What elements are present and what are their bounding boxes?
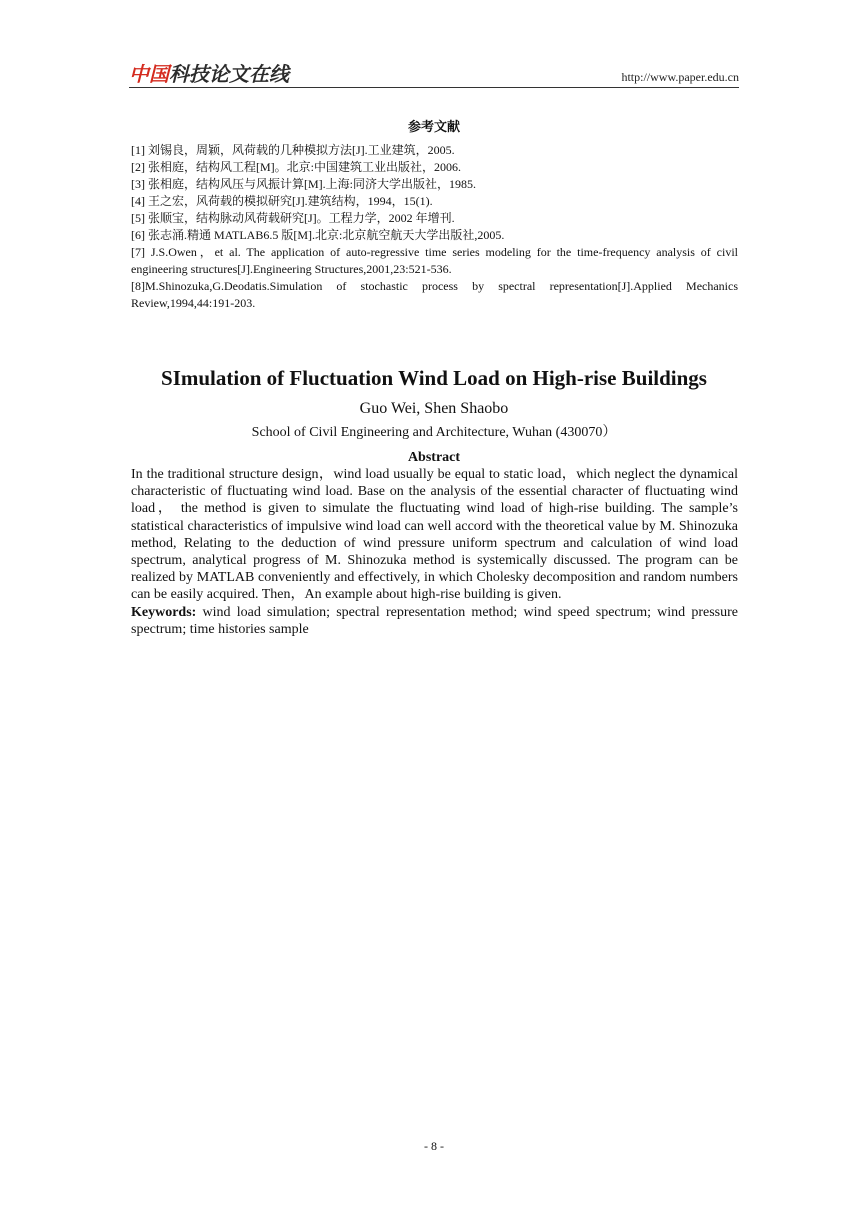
- paper-affiliation: School of Civil Engineering and Architecture, Wuhan (430070）: [251, 425, 617, 440]
- reference-item: [8]M.Shinozuka,G.Deodatis.Simulation of stochastic process by spectral representation[J].Applied Mechanics Review,1994,44:191-203.: [131, 279, 738, 310]
- abstract-body: [131, 466, 738, 638]
- reference-item: [2] 张相庭，结构风工程[M]。北京:中国建筑工业出版社，2006.: [131, 160, 461, 174]
- logo-text-dark: 科技论文在线: [169, 62, 289, 86]
- keywords-text: wind load simulation; spectral representation method; wind speed spectrum; wind pressure spectrum; time histories sample: [131, 604, 739, 637]
- paper-authors: Guo Wei, Shen Shaobo: [359, 400, 509, 417]
- references-list: [131, 142, 738, 312]
- reference-item: [1] 刘锡良，周颖，风荷载的几种模拟方法[J].工业建筑，2005.: [131, 143, 455, 157]
- reference-item: [4] 王之宏，风荷载的模拟研究[J].建筑结构，1994，15(1).: [131, 194, 433, 208]
- header-rule: [129, 87, 739, 88]
- paper-title: SImulation of Fluctuation Wind Load on High-rise Buildings: [161, 366, 707, 390]
- site-logo: [129, 60, 289, 88]
- logo-text-red: 中国: [129, 62, 169, 86]
- reference-item: [3] 张相庭，结构风压与风振计算[M].上海:同济大学出版社，1985.: [131, 177, 476, 191]
- page-header: [129, 60, 739, 88]
- keywords-label: Keywords:: [131, 604, 197, 620]
- abstract-title: Abstract: [407, 450, 461, 465]
- page-number: - 8 -: [424, 1139, 444, 1153]
- keywords: [131, 604, 738, 638]
- reference-item: [7] J.S.Owen，et al. The application of auto-regressive time series modeling for the time-frequency analysis of civil engineering structures[J].Engineering Structures,2001,23:521-536.: [131, 245, 738, 276]
- header-url[interactable]: http://www.paper.edu.cn: [621, 70, 739, 84]
- abstract-text: In the traditional structure design，wind load usually be equal to static load，which neglect the dynamical characteristic of fluctuating wind load. Base on the analysis of the essential character of fluctuating wind load， the method is given to simulate the fluctuating wind load of high-rise building. The sample’s statistical characteristics of impulsive wind load can well accord with the theoretical value by M. Shinozuka method, Relating to the deduction of wind pressure uniform spectrum and calculation of wind load spectrum, analytical progress of M. Shinozuka method is systemically discussed. The program can be realized by MATLAB conveniently and effectively, in which Cholesky decomposition and random numbers can be easily acquired. Then，An example about high-rise building is given.: [131, 467, 738, 603]
- reference-item: [5] 张顺宝，结构脉动风荷载研究[J]。工程力学，2002 年增刊.: [131, 211, 455, 225]
- references-title: 参考文献: [407, 120, 460, 135]
- reference-item: [6] 张志涌.精通 MATLAB6.5 版[M].北京:北京航空航天大学出版社,2005.: [131, 228, 505, 242]
